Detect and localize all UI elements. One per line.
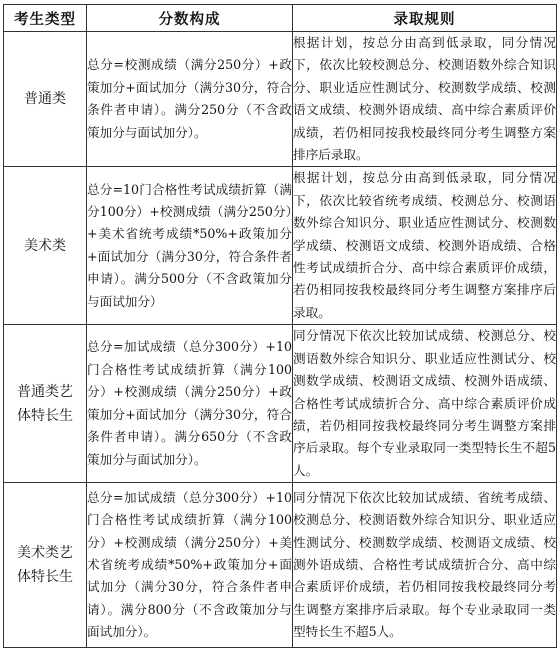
header-rule: 录取规则 bbox=[293, 5, 557, 32]
table-row bbox=[4, 32, 557, 167]
category-cell: 普通类 bbox=[4, 32, 87, 167]
header-category: 考生类型 bbox=[4, 5, 87, 32]
rule-cell: 根据计划，按总分由高到低录取，同分情况下，依次比较校测总分、校测语数外综合知识分、职业适应性测试分、校测数学成绩、校测语文成绩、校测外语成绩、高中综合素质评价成绩，若仍相同按我校最终同分考生调整方案排序后录取。 bbox=[293, 32, 557, 167]
table-row bbox=[4, 325, 557, 483]
category-cell: 美术类 bbox=[4, 167, 87, 325]
composition-cell: 总分=校测成绩（满分250分）+政策加分+面试加分（满分30分，符合条件者申请）。满分250分（不含政策加分与面试加分）。 bbox=[87, 32, 293, 167]
category-cell: 美术类艺 体特长生 bbox=[4, 483, 87, 648]
table-row bbox=[4, 483, 557, 648]
table-row bbox=[4, 167, 557, 325]
admission-rules-table bbox=[3, 4, 557, 648]
composition-cell: 总分=加试成绩（总分300分）+10门合格性考试成绩折算（满分100分）+校测成绩（满分250分）+政策加分+面试加分（满分30分，符合条件者申请）。满分650分（不含政策加分与面试加分）。 bbox=[87, 325, 293, 483]
header-composition: 分数构成 bbox=[87, 5, 293, 32]
table-header-row bbox=[4, 5, 557, 32]
rule-cell: 根据计划，按总分由高到低录取，同分情况下，依次比较省统考成绩、校测总分、校测语数外综合知识分、职业适应性测试分、校测数学成绩、校测语文成绩、校测外语成绩、合格性考试成绩折合分、高中综合素质评价成绩，若仍相同按我校最终同分考生调整方案排序后录取。 bbox=[293, 167, 557, 325]
composition-cell: 总分=加试成绩（总分300分）+10门合格性考试成绩折算（满分100分）+校测成绩（满分250分）+美术省统考成绩*50%+政策加分+面试加分（满分30分，符合条件者申请）。满分800分（不含政策加分与面试加分）。 bbox=[87, 483, 293, 648]
rule-cell: 同分情况下依次比较加试成绩、校测总分、校测语数外综合知识分、职业适应性测试分、校测数学成绩、校测语文成绩、校测外语成绩、合格性考试成绩折合分、高中综合素质评价成绩，若仍相同按我校最终同分考生调整方案排序后录取。每个专业录取同一类型特长生不超5人。 bbox=[293, 325, 557, 483]
category-cell: 普通类艺 体特长生 bbox=[4, 325, 87, 483]
rule-cell: 同分情况下依次比较加试成绩、省统考成绩、校测总分、校测语数外综合知识分、职业适应性测试分、校测数学成绩、校测语文成绩、校测外语成绩、合格性考试成绩折合分、高中综合素质评价成绩，若仍相同按我校最终同分考生调整方案排序后录取。每个专业录取同一类型特长生不超5人。 bbox=[293, 483, 557, 648]
composition-cell: 总分=10门合格性考试成绩折算（满分100分）+校测成绩（满分250分）+美术省统考成绩*50%+政策加分+面试加分（满分30分，符合条件者申请）。满分500分（不含政策加分与面试加分） bbox=[87, 167, 293, 325]
